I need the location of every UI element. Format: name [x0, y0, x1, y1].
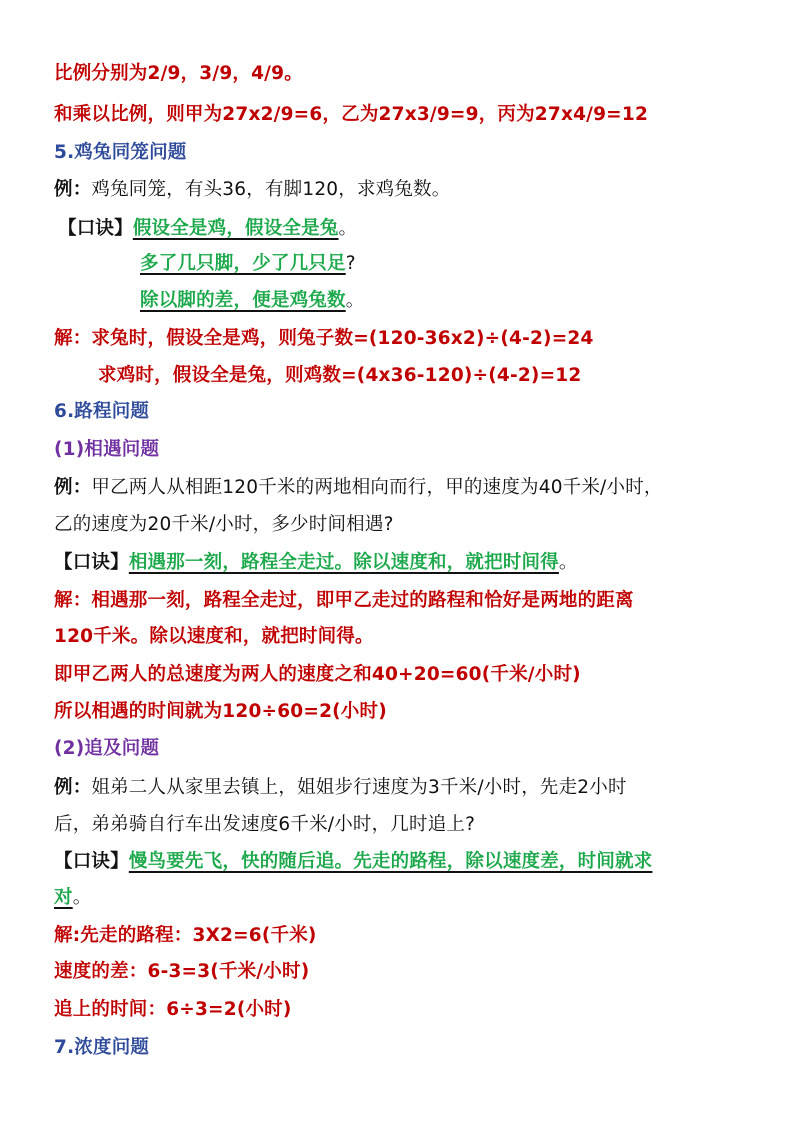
mnemonic-5-line-1: [58, 214, 357, 244]
mnemonic-label: 【口诀】: [54, 851, 129, 872]
example-6-1-line-1: [54, 473, 663, 503]
ratio-result-line: 和乘以比例，则甲为27x2/9=6，乙为27x3/9=9，丙为27x4/9=12: [54, 104, 649, 125]
example-text: 姐弟二人从家里去镇上，姐姐步行速度为3千米/小时，先走2小时: [91, 777, 627, 798]
solution-6-1-line-2: 120千米。除以速度和，就把时间得。: [54, 626, 374, 647]
mnemonic-6-2-line-2: [54, 883, 91, 913]
mnemonic-text: 除以脚的差，便是鸡兔数: [140, 290, 346, 311]
section-heading-7: 7.浓度问题: [54, 1037, 150, 1058]
example-6-2-line-1: [54, 773, 627, 803]
example-5: [54, 175, 450, 205]
example-text: 甲乙两人从相距120千米的两地相向而行，甲的速度为40千米/小时，: [91, 477, 663, 498]
solution-6-2-line-2: 速度的差：6-3=3(千米/小时): [54, 961, 310, 982]
mnemonic-tail: 。: [558, 552, 578, 573]
mnemonic-label: 【口诀】: [54, 552, 129, 573]
mnemonic-text: 对: [54, 887, 73, 908]
example-label: 例：: [54, 777, 92, 798]
section-heading-5: 5.鸡兔同笼问题: [54, 142, 187, 163]
subsection-heading-6-2: (2)追及问题: [54, 738, 160, 759]
mnemonic-text: 假设全是鸡，假设全是兔: [132, 218, 339, 239]
solution-6-2-line-3: 追上的时间：6÷3=2(小时): [54, 999, 292, 1020]
solution-6-1-line-1: 解：相遇那一刻，路程全走过，即甲乙走过的路程和恰好是两地的距离: [54, 590, 634, 611]
subsection-heading-6-1: (1)相遇问题: [54, 439, 160, 460]
mnemonic-6-2-line-1: [54, 847, 652, 877]
mnemonic-5-line-2: [140, 249, 356, 279]
solution-6-1-line-4: 所以相遇的时间就为120÷60=2(小时): [54, 701, 387, 722]
example-text: 鸡兔同笼，有头36，有脚120，求鸡兔数。: [91, 179, 451, 200]
solution-6-1-line-3: 即甲乙两人的总速度为两人的速度之和40+20=60(千米/小时): [54, 664, 581, 685]
mnemonic-tail: 。: [72, 887, 92, 908]
mnemonic-tail: 。: [338, 218, 358, 239]
solution-5-line-1: 解：求兔时，假设全是鸡，则兔子数=(120-36x2)÷(4-2)=24: [54, 328, 594, 349]
mnemonic-label: 【口诀】: [58, 218, 133, 239]
section-heading-6: 6.路程问题: [54, 401, 150, 422]
ratio-line: 比例分别为2/9，3/9，4/9。: [54, 63, 303, 84]
example-6-1-line-2: 乙的速度为20千米/小时，多少时间相遇?: [54, 514, 394, 535]
mnemonic-text: 慢鸟要先飞，快的随后追。先走的路程，除以速度差，时间就求: [128, 851, 653, 872]
solution-5-line-2: 求鸡时，假设全是兔，则鸡数=(4x36-120)÷(4-2)=12: [98, 365, 582, 386]
mnemonic-tail: ?: [345, 253, 356, 274]
solution-6-2-line-1: 解:先走的路程：3X2=6(千米): [54, 925, 317, 946]
mnemonic-tail: 。: [345, 290, 365, 311]
mnemonic-6-1: [54, 548, 578, 578]
mnemonic-text: 相遇那一刻，路程全走过。除以速度和，就把时间得: [128, 552, 559, 573]
example-6-2-line-2: 后，弟弟骑自行车出发速度6千米/小时，几时追上?: [54, 814, 476, 835]
example-label: 例：: [54, 179, 92, 200]
mnemonic-text: 多了几只脚，少了几只足: [140, 253, 346, 274]
mnemonic-5-line-3: [140, 286, 364, 316]
example-label: 例：: [54, 477, 92, 498]
